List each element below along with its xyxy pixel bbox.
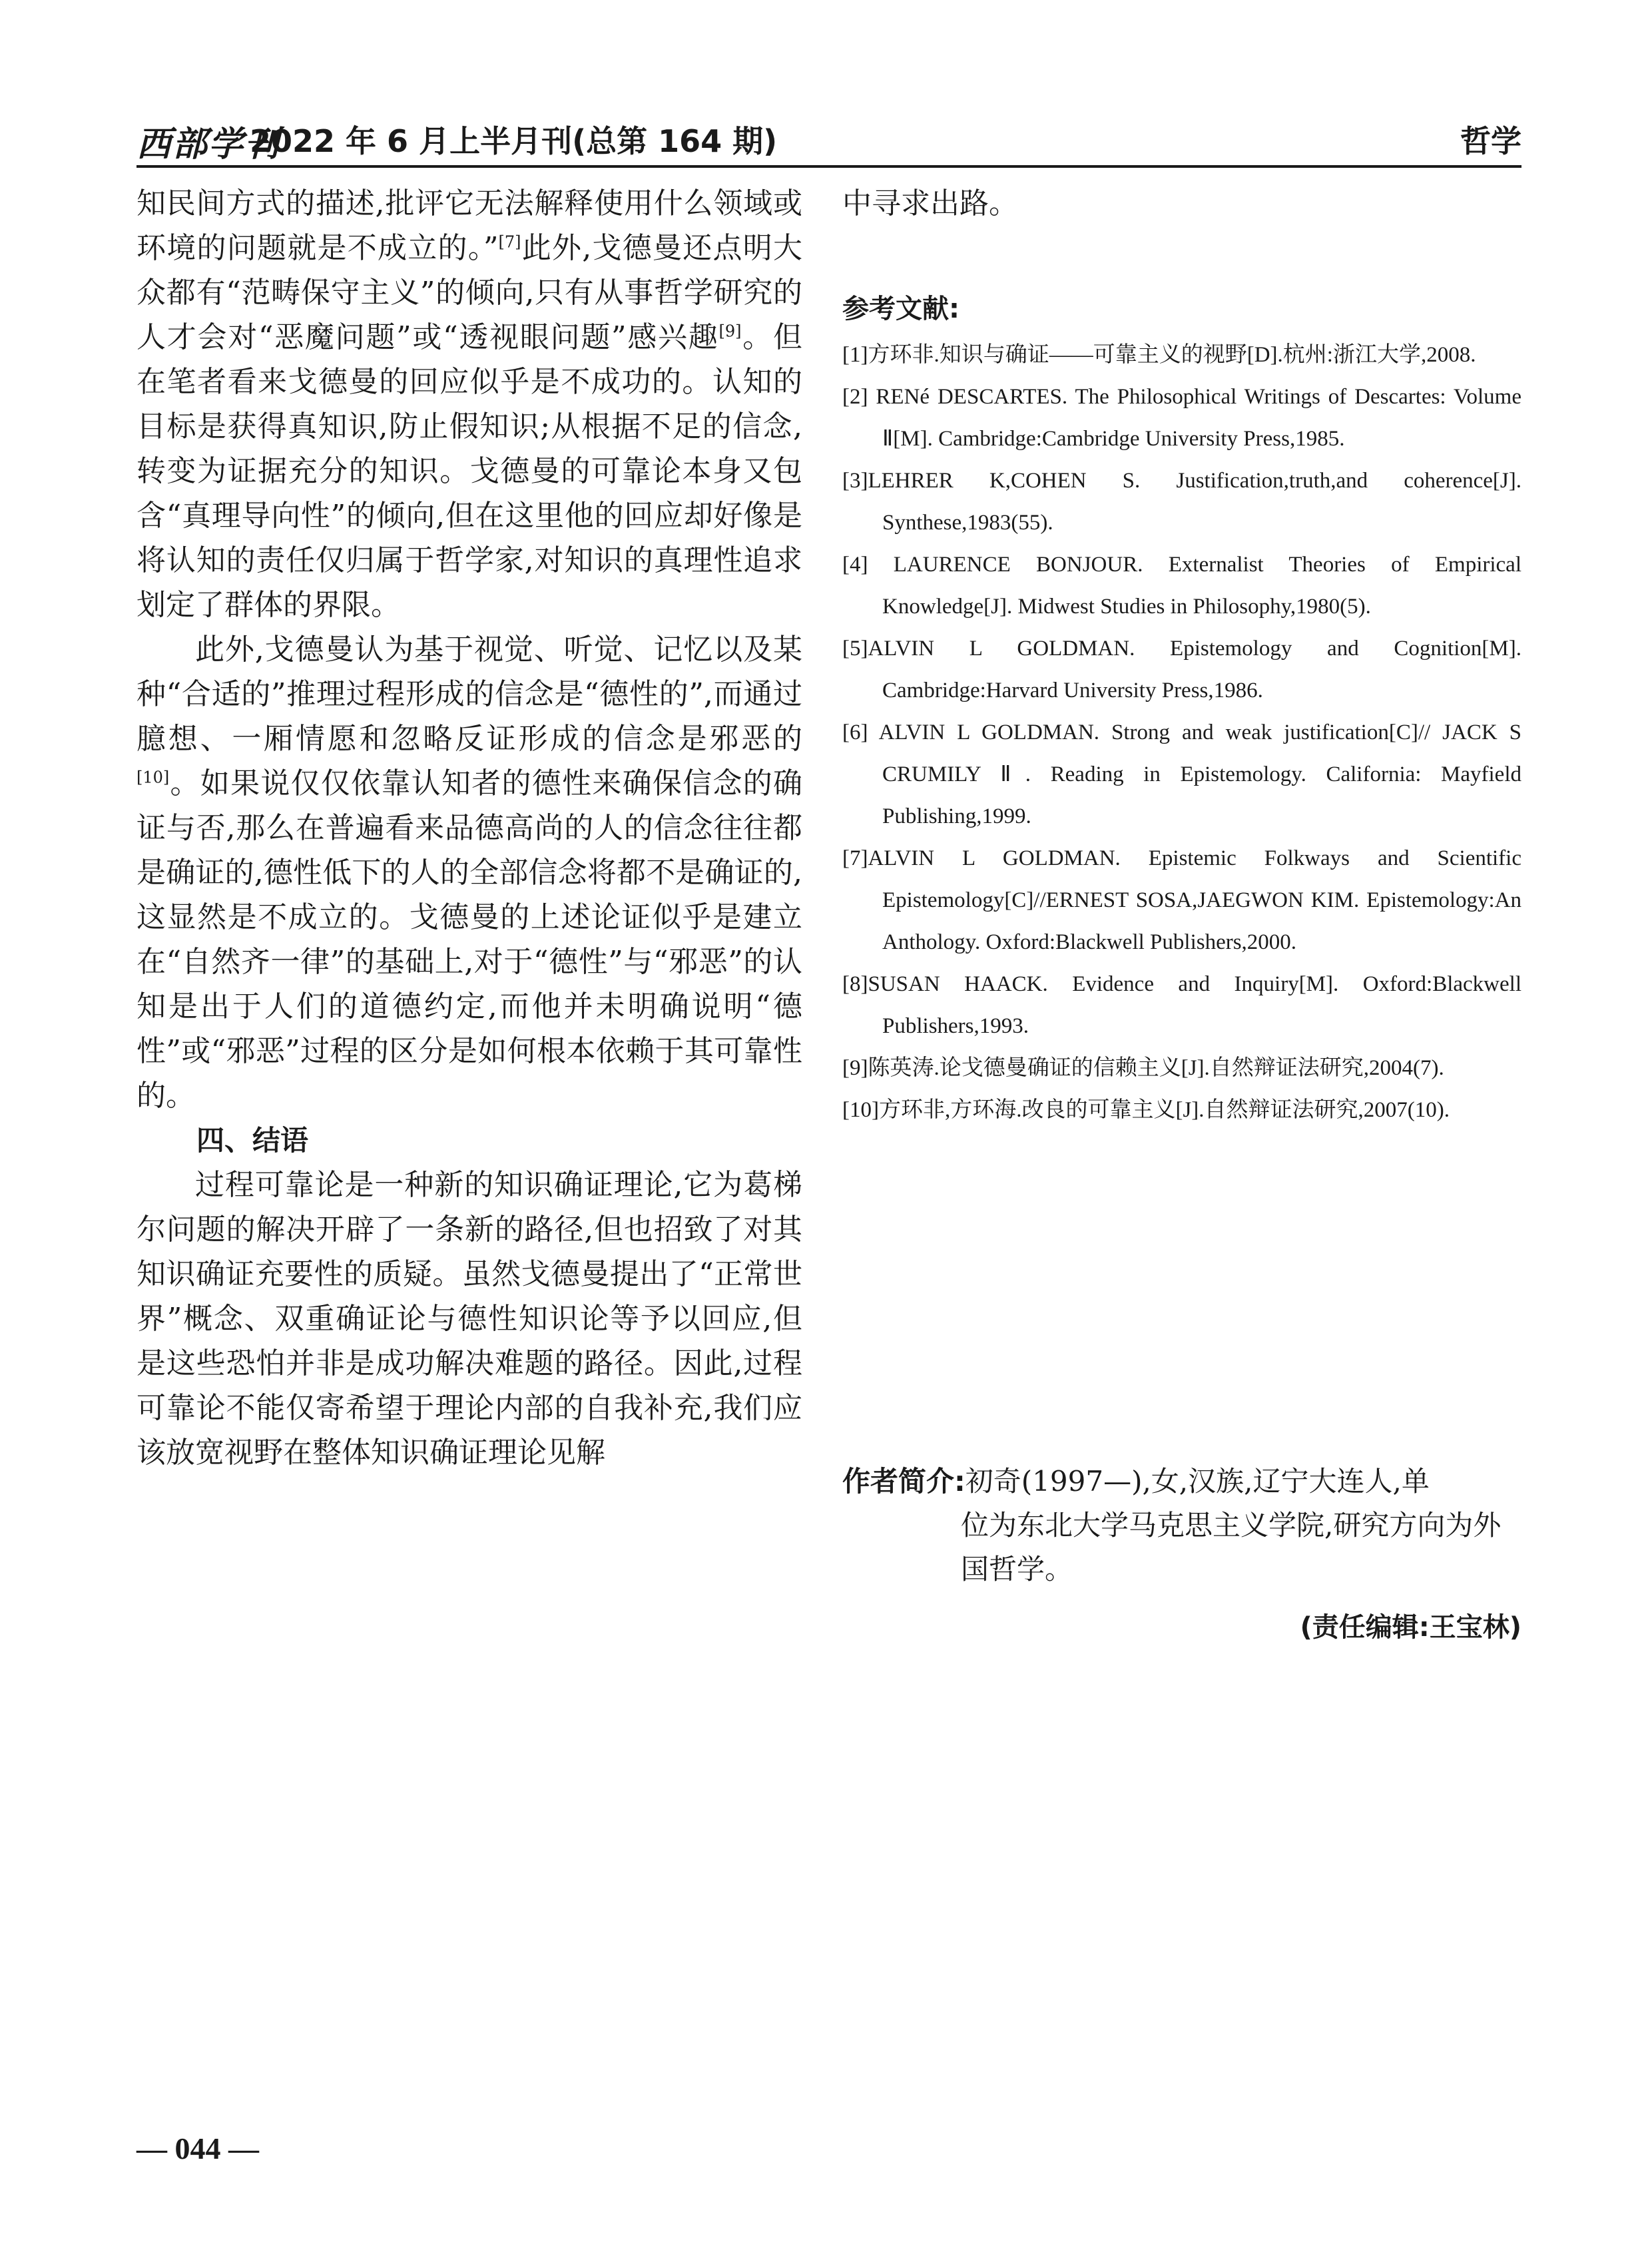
header-rule xyxy=(137,165,1521,168)
references-title: 参考文献: xyxy=(842,294,960,324)
editor-credit: (责任编辑:王宝林) xyxy=(1300,1612,1521,1643)
paragraph-1 xyxy=(137,181,802,627)
para2-text-b: 。如果说仅仅依靠认知者的德性来确保信念的确证与否,那么在普遍看来品德高尚的人的信念往往都是确证的,德性低下的人的全部信念将都不是确证的,这显然是不成立的。戈德曼的上述论证似乎是建立在“自然齐一律”的基础上,对于“德性”与“邪恶”的认知是出于人们的道德约定,而他并未明确说明“德性”或“邪恶”过程的区分是如何根本依赖于其可靠性的。 xyxy=(137,766,802,1113)
section-label: 哲学 xyxy=(1460,123,1521,159)
citation-ref-10: [10] xyxy=(137,768,170,787)
para2-text-a: 此外,戈德曼认为基于视觉、听觉、记忆以及某种“合适的”推理过程形成的信念是“德性的”,而通过臆想、一厢情愿和忽略反证形成的信念是邪恶的 xyxy=(137,633,802,756)
references-list xyxy=(842,334,1521,1131)
reference-item: [2] RENé DESCARTES. The Philosophical Writings of Descartes: Volume Ⅱ[M]. Cambridge:Cambridge University Press,1985. xyxy=(842,385,1521,451)
reference-item: [9]陈英涛.论戈德曼确证的信赖主义[J].自然辩证法研究,2004(7). xyxy=(842,1056,1444,1080)
author-line-rest: 位为东北大学马克思主义学院,研究方向为外国哲学。 xyxy=(961,1509,1502,1585)
citation-ref-9: [9] xyxy=(718,322,742,341)
reference-item: [6] ALVIN L GOLDMAN. Strong and weak justification[C]// JACK S CRUMILY Ⅱ. Reading in Epistemology. California: Mayfield Publishing,1999. xyxy=(842,720,1521,828)
author-bio xyxy=(842,1460,1521,1591)
page-header xyxy=(137,113,1521,164)
paragraph-3: 过程可靠论是一种新的知识确证理论,它为葛梯尔问题的解决开辟了一条新的路径,但也招致了对其知识确证充要性的质疑。虽然戈德曼提出了“正常世界”概念、双重确证论与德性知识论等予以回应,但是这些恐怕并非是成功解决难题的路径。因此,过程可靠论不能仅寄希望于理论内部的自我补充,我们应该放宽视野在整体知识确证理论见解 xyxy=(137,1168,802,1470)
paragraph-continuation: 中寻求出路。 xyxy=(842,186,1018,220)
para1-text-a: 知民间方式的描述,批评它无法解释使用什么领域或环境的问题就是不成立的。” xyxy=(137,186,802,265)
right-column xyxy=(842,181,1521,1643)
reference-item: [10]方环非,方环海.改良的可靠主义[J].自然辩证法研究,2007(10). xyxy=(842,1098,1450,1122)
author-label: 作者简介: xyxy=(842,1465,965,1498)
page-number: — 044 — xyxy=(137,2131,259,2165)
section-heading: 四、结语 xyxy=(196,1124,309,1157)
citation-ref-7: [7] xyxy=(498,232,521,252)
reference-item: [3]LEHRER K,COHEN S. Justification,truth,and coherence[J]. Synthese,1983(55). xyxy=(842,469,1521,535)
paragraph-2 xyxy=(137,627,802,1118)
para1-text-b: 此外,戈德曼还点明大众都有“范畴保守主义”的倾向,只有从事哲学研究的人才会对“恶魔问题”或“透视眼问题”感兴趣 xyxy=(137,231,802,354)
issue-info: 2022 年 6 月上半月刊(总第 164 期) xyxy=(250,123,778,159)
para1-text-c: 。但在笔者看来戈德曼的回应似乎是不成功的。认知的目标是获得真知识,防止假知识;从根据不足的信念,转变为证据充分的知识。戈德曼的可靠论本身又包含“真理导向性”的倾向,但在这里他的回应却好像是将认知的责任仅归属于哲学家,对知识的真理性追求划定了群体的界限。 xyxy=(137,320,802,622)
reference-item: [7]ALVIN L GOLDMAN. Epistemic Folkways and Scientific Epistemology[C]//ERNEST SOSA,JAEGWON KIM. Epistemology:An Anthology. Oxford:Blackwell Publishers,2000. xyxy=(842,846,1521,954)
reference-item: [8]SUSAN HAACK. Evidence and Inquiry[M]. Oxford:Blackwell Publishers,1993. xyxy=(842,972,1521,1038)
body-text-left xyxy=(137,181,802,1475)
reference-item: [4] LAURENCE BONJOUR. Externalist Theories of Empirical Knowledge[J]. Midwest Studies in Philosophy,1980(5). xyxy=(842,553,1521,619)
left-column xyxy=(137,181,802,1475)
reference-item: [5]ALVIN L GOLDMAN. Epistemology and Cognition[M]. Cambridge:Harvard University Press,1986. xyxy=(842,637,1521,702)
journal-logo: 西部学刊 xyxy=(137,124,281,164)
author-line-1: 初奇(1997—),女,汉族,辽宁大连人,单 xyxy=(965,1465,1430,1498)
reference-item: [1]方环非.知识与确证——可靠主义的视野[D].杭州:浙江大学,2008. xyxy=(842,343,1476,367)
